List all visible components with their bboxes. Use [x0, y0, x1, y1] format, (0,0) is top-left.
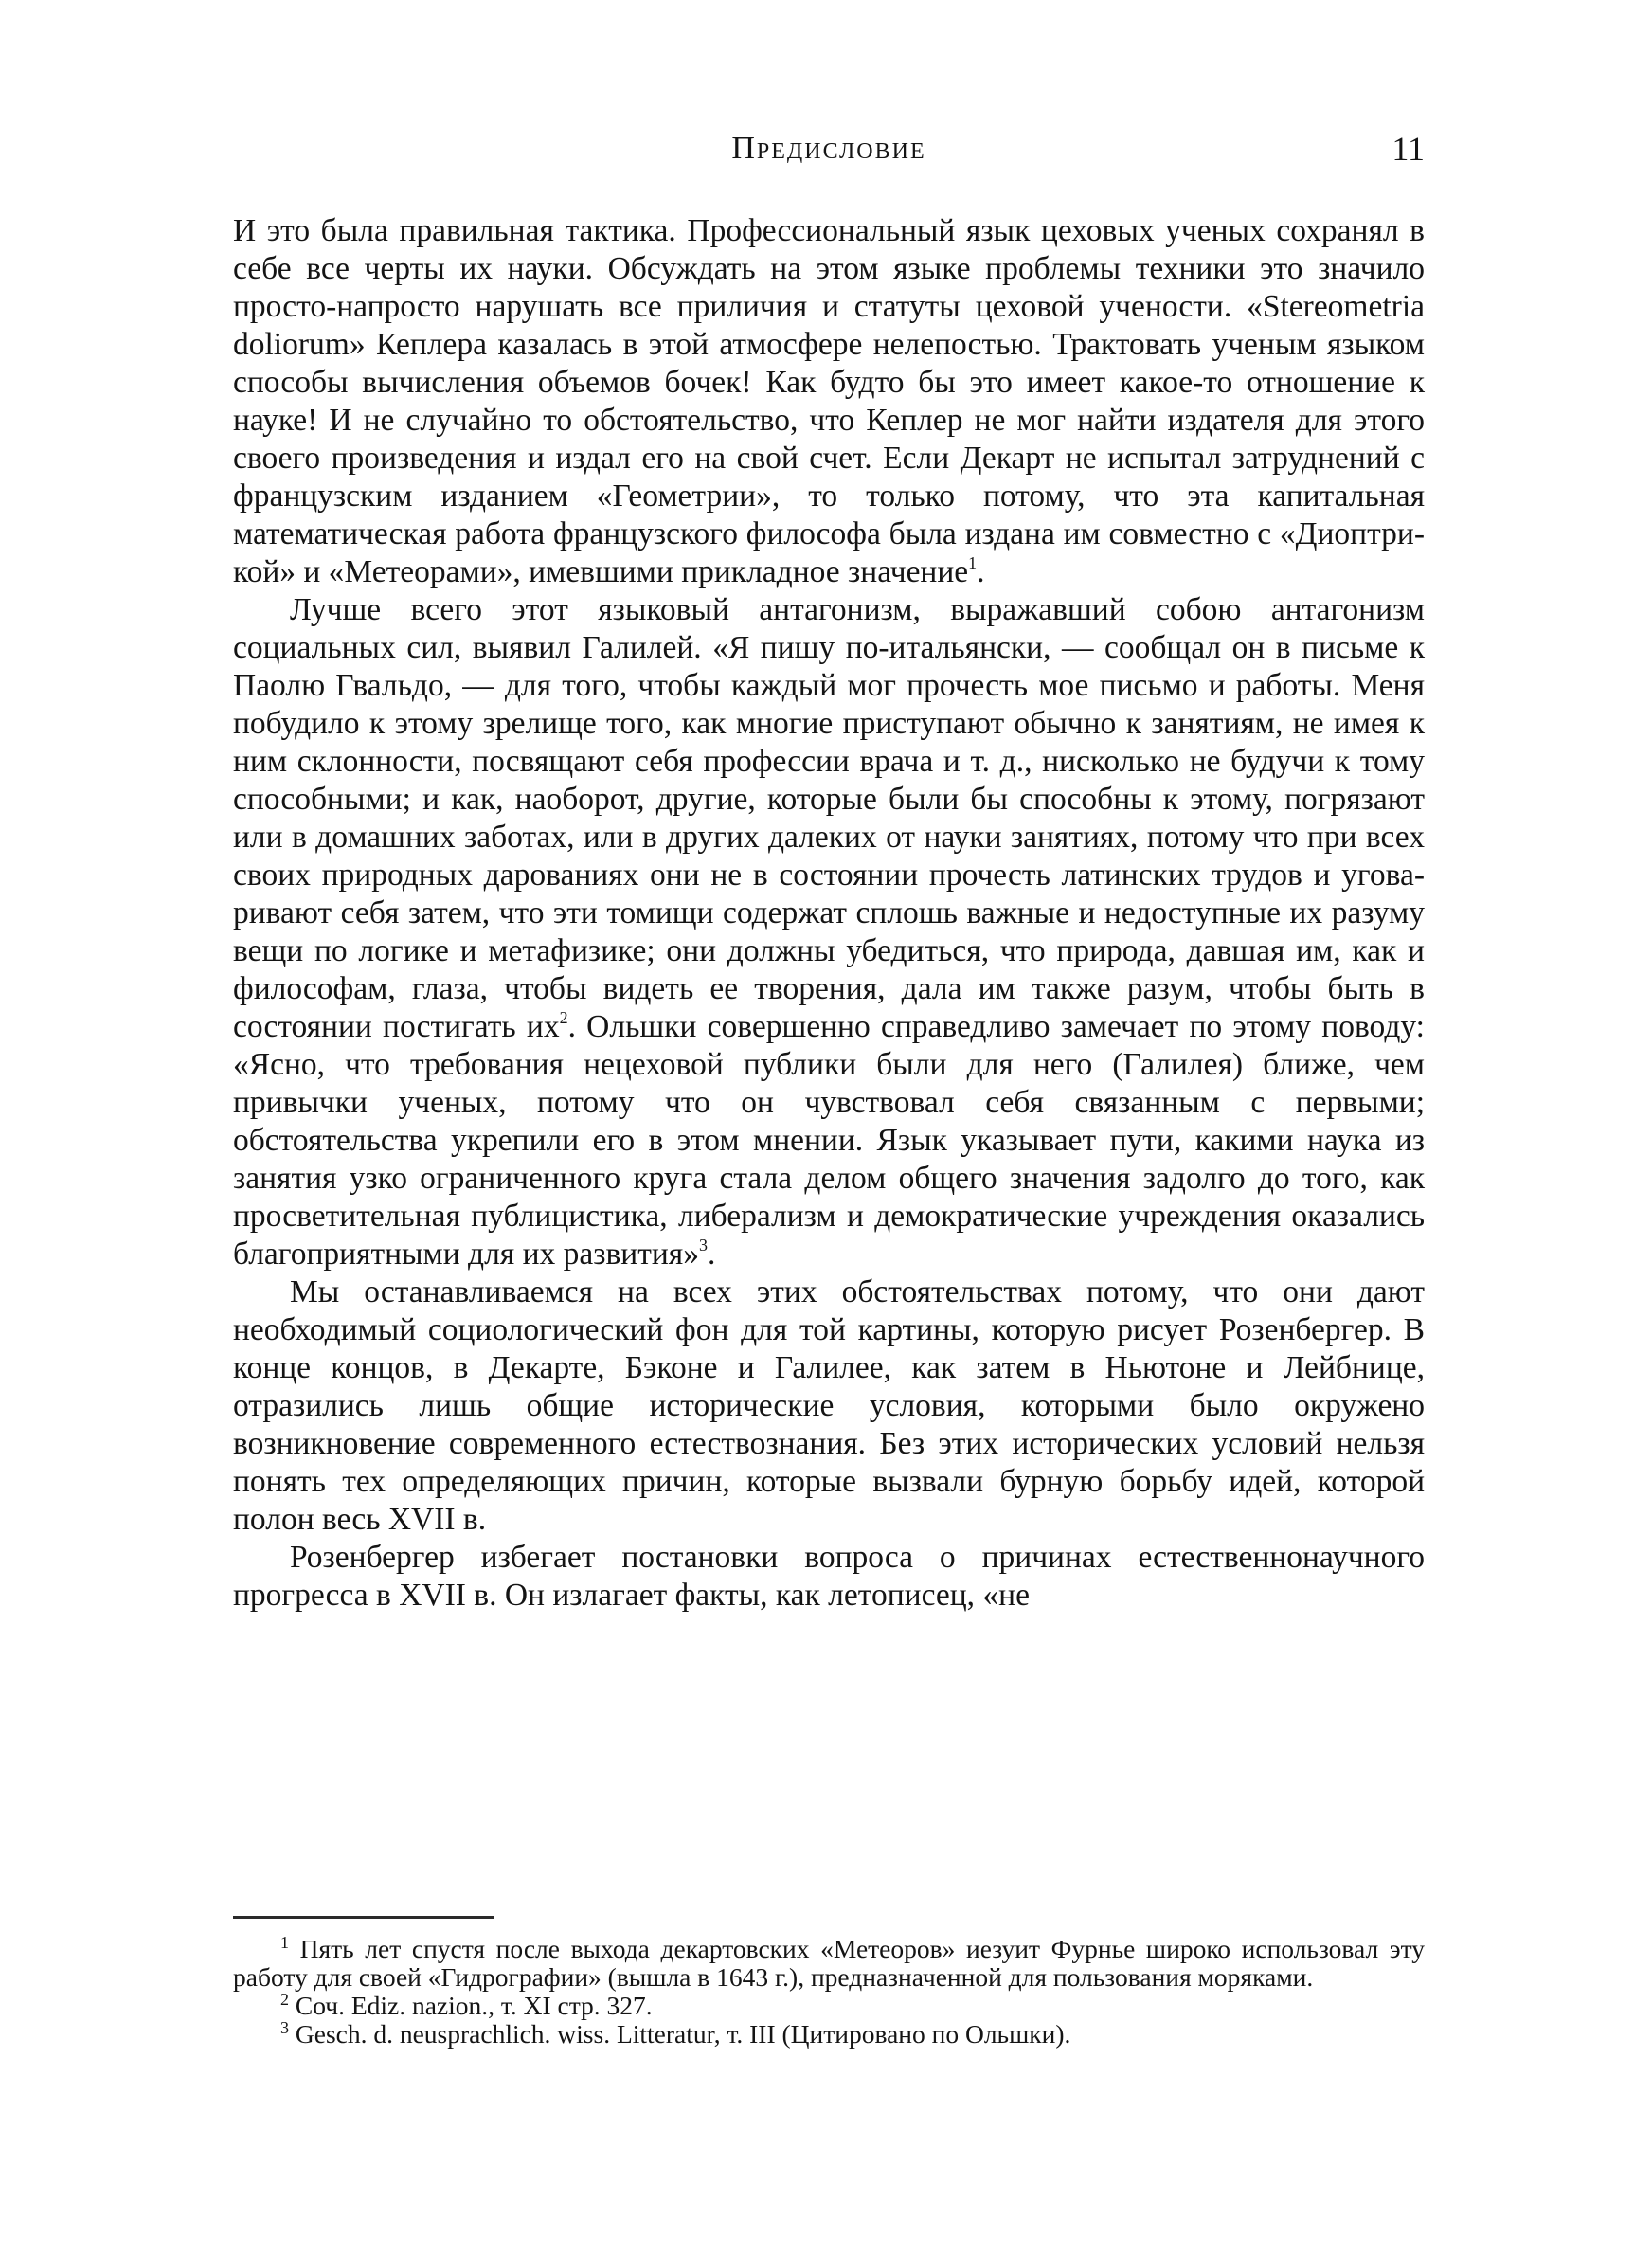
footnote-1: $^1$ Пять лет спустя после выхода декартовских «Метеоров» иезуит Фурнье широко использовал эту работу для своей «Гидрографии» (вышла в 1643 г.), предназначенной для пользования моряками.: [233, 1933, 1426, 1992]
page-number: 11: [1392, 130, 1425, 168]
footnotes: [233, 1935, 1425, 2049]
footnote-ref-2: 2: [559, 1008, 568, 1027]
paragraph-1: И это была правильная тактика. Профессиональный язык цеховых ученых сохранял в себе все черты их науки. Обсуждать на этом языке проблемы техники это значило просто-напросто нарушать все приличия и статуты цеховой учености. «Stereometria doliorum» Кеплера казалась в этой атмосфере нелепостью. Трактовать ученым языком способы вычисления объемов бочек! Как будто бы это имеет какое-то отношение к науке! И не случайно то обстоятельство, что Кеплер не мог найти издателя для этого своего произведения и издал его на свой счет. Если Декарт не испытал затруднений с французским изданием «Геометрии», то только потому, что эта капитальная математическая работа французского философа была издана им совместно с «Диоптрикой» и «Метеорами», имевшими прикладное значение$^1$.: [233, 213, 1425, 589]
running-title: Предисловие: [731, 131, 926, 166]
paragraph-4: Розенбергер избегает постановки вопроса о причинах естественнонаучного прогресса в XVII в. Он излагает факты, как летописец, «не: [233, 1540, 1425, 1613]
footnote-number: 3: [280, 2018, 289, 2037]
paragraph-3: Мы останавливаемся на всех этих обстоятельствах потому, что они дают необходимый социологический фон для той картины, которую рисует Розенбергер. В конце концов, в Декарте, Бэконе и Галилее, как затем в Ньютоне и Лейбнице, отразились лишь общие исторические условия, которыми было окружено возникновение современного естествознания. Без этих исторических условий нельзя понять тех определяющих причин, которые вызвали бурную борьбу идей, которой полон весь XVII в.: [233, 1274, 1425, 1537]
body-text: [233, 212, 1425, 1615]
footnote-divider: [233, 1916, 494, 1919]
footnote-number: 1: [280, 1933, 289, 1952]
footnote-ref-1: 1: [968, 553, 978, 572]
footnote-number: 2: [280, 1990, 289, 2009]
footnote-2: $^2$ Соч. Ediz. nazion., т. XI стр. 327.: [280, 1990, 653, 2020]
footnote-ref-3: 3: [698, 1236, 708, 1255]
footnote-3: $^3$ Gesch. d. neusprachlich. wiss. Litteratur, т. III (Цитировано по Ольшки).: [280, 2018, 1071, 2049]
paragraph-2: Лучше всего этот языковый антагонизм, выражавший собою антагонизм социальных сил, выявил Галилей. «Я пишу по-итальянски, — сообщал он в письме к Паолю Гвальдо, — для того, чтобы каждый мог прочесть мое письмо и работы. Меня побудило к этому зрелище того, как многие приступают обычно к занятиям, не имея к ним склонности, посвящают себя профессии врача и т. д., нисколько не будучи к тому способными; и как, наоборот, другие, которые были бы способны к этому, погрязают или в домашних заботах, или в других далеких от науки занятиях, потому что при всех своих природных дарованиях они не в состоянии прочесть латинских трудов и уговаривают себя затем, что эти томищи содержат сплошь важные и недоступные их разуму вещи по логике и метафизике; они должны убедиться, что природа, давшая им, как и философам, глаза, чтобы видеть ее творения, дала им также разум, чтобы быть в состоянии постигать их$^2$. Ольшки совершенно справедливо замечает по этому поводу: «Ясно, что требования нецеховой публики были для него (Галилея) ближе, чем привычки ученых, потому что он чувствовал себя связанным с первыми; обстоятельства укрепили его в этом мнении. Язык указывает пути, какими наука из занятия узко ограниченного круга стала делом общего значения задолго до того, как просветительная публицистика, либерализм и демократические учреждения оказались благоприятными для их развития»$^3$.: [233, 592, 1425, 1272]
page-header: [233, 125, 1425, 172]
